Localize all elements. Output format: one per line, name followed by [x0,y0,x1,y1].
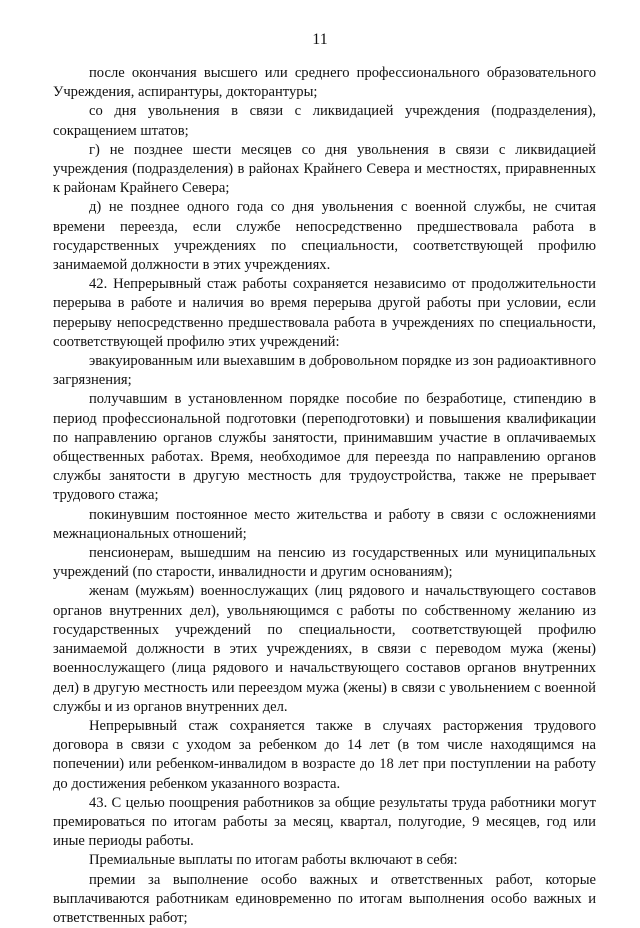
paragraph-important-works-bonus: премии за выполнение особо важных и ответственных работ, которые выплачиваются работникам единовременно по итогам выполнения особо важных и ответственных работ; [53,871,596,926]
paragraph-clause-42: 42. Непрерывный стаж работы сохраняется независимо от продолжительности перерыва в работе и наличия во время перерыва другой работы при условии, если перерыву непосредственно предшествовала работа в учреждениях по специальности, соответствующей профилю этих учреждений: [53,276,596,350]
paragraph-unemployment-benefit: получавшим в установленном порядке пособие по безработице, стипендию в период профессиональной подготовки (переподготовки) и повышения квалификации по направлению органов службы занятости, принимавшим участие в оплачиваемых общественных работах. Время, необходимое для переезда по направлению органов службы занятости в другую местность для трудоустройства, также не прерывает трудового стажа; [53,391,596,504]
paragraph-interethnic-relations: покинувшим постоянное место жительства и работу в связи с осложнениями межнациональных отношений; [53,506,596,542]
paragraph-childcare: Непрерывный стаж сохраняется также в случаях расторжения трудового договора в связи с уходом за ребенком до 14 лет (в том числе находящимся на попечении) или ребенком-инвалидом в возрасте до 18 лет при поступлении на работу до достижения ребенком указанного возраста. [53,717,596,792]
paragraph-item-g: г) не позднее шести месяцев со дня увольнения в связи с ликвидацией учреждения (подразделения) в районах Крайнего Севера и местностях, приравненных к районам Крайнего Севера; [53,141,596,197]
paragraph-military-spouses: женам (мужьям) военнослужащих (лиц рядового и начальствующего составов органов внутренних дел), увольняющимся с работы по собственному желанию из государственных учреждений по специальности, соответствующей профилю занимаемой должности в этих учреждениях, в связи с переводом мужа (жены) военнослужащего (лица рядового и начальствующего составов органов внутренних дел) в другую местность или переездом мужа (жены) в связи с увольнением с военной службы и из органов внутренних дел. [53,583,596,715]
paragraph-item-d: д) не позднее одного года со дня увольнения с военной службы, не считая времени переезда, если службе непосредственно предшествовала работа в государственных учреждениях по специальности, соответствующей профилю занимаемой должности в этих учреждениях. [53,199,596,274]
document-body [53,64,596,928]
paragraph-evacuated: эвакуированным или выехавшим в добровольном порядке из зон радиоактивного загрязнения; [53,353,596,389]
paragraph-bonus-payments: Премиальные выплаты по итогам работы включают в себя: [89,852,458,869]
paragraph-clause-43: 43. С целью поощрения работников за общие результаты труда работники могут премироваться по итогам работы за месяц, квартал, полугодие, 9 месяцев, год или иные периоды работы. [53,794,596,850]
paragraph-pensioners: пенсионерам, вышедшим на пенсию из государственных или муниципальных учреждений (по старости, инвалидности и другим основаниям); [53,545,596,581]
paragraph-after-graduation: после окончания высшего или среднего профессионального образовательного Учреждения, аспирантуры, докторантуры; [53,65,596,101]
paragraph-liquidation-dismissal: со дня увольнения в связи с ликвидацией учреждения (подразделения), сокращением штатов; [53,103,596,139]
page-number: 11 [312,31,328,48]
